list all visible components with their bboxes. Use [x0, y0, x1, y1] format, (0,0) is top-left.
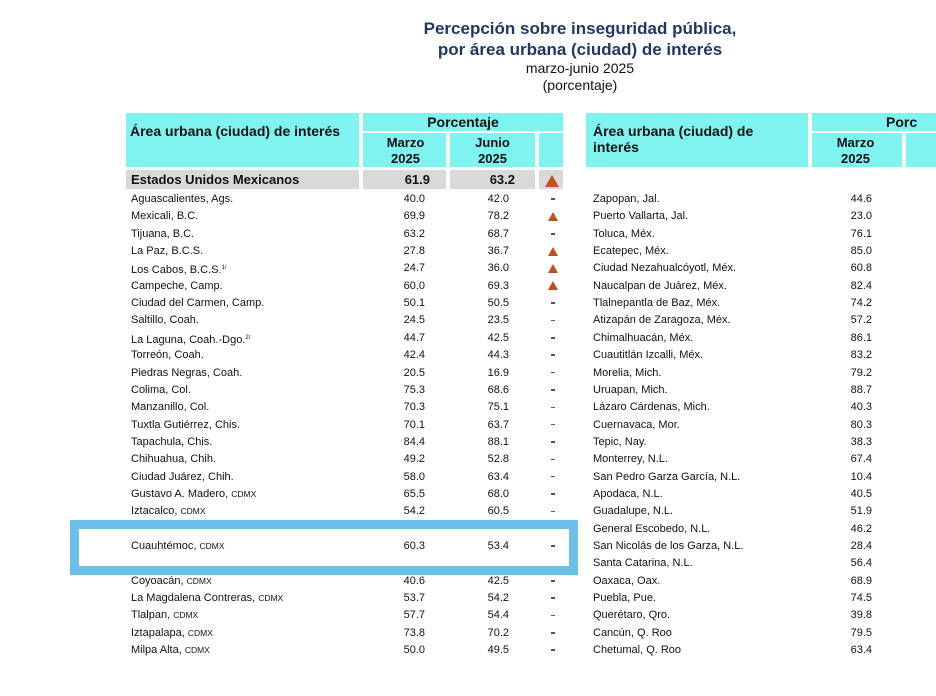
- table-row: [593, 399, 936, 416]
- row-city-name: Cuautitlán Izcalli, Méx.: [593, 349, 704, 362]
- table-row: [131, 312, 561, 329]
- left-header-trend-cell: [539, 133, 563, 167]
- row-city-suffix: CDMX: [199, 541, 225, 551]
- table-row: [593, 607, 936, 624]
- row-marzo-value: 65.5: [403, 487, 425, 500]
- right-header-junio-cell: [906, 133, 936, 167]
- row-junio-value: 60.5: [487, 505, 509, 518]
- trend-dash-icon: [543, 642, 563, 659]
- row-city-text: Aguascalientes, Ags.: [131, 193, 234, 205]
- row-city-name: [131, 382, 191, 399]
- row-city-name: Atizapán de Zaragoza, Méx.: [593, 314, 731, 327]
- row-city-name: [131, 243, 203, 260]
- row-marzo-value: 46.2: [850, 522, 872, 535]
- row-city-name: Ecatepec, Méx.: [593, 245, 669, 258]
- left-header-area: Área urbana (ciudad) de interés: [130, 123, 341, 139]
- row-marzo-value: 39.8: [850, 609, 872, 622]
- row-city-text: Gustavo A. Madero,: [131, 487, 229, 500]
- row-city-name: Toluca, Méx.: [593, 227, 655, 240]
- table-row: [593, 521, 936, 538]
- row-city-text: Ciudad del Carmen, Camp.: [131, 297, 265, 310]
- row-city-name: Guadalupe, N.L.: [593, 505, 674, 518]
- trend-dash-icon: [543, 347, 563, 364]
- row-city-name: [131, 625, 213, 642]
- row-city-name: Zapopan, Jal.: [593, 193, 660, 205]
- row-marzo-value: 79.5: [850, 626, 872, 639]
- trend-dash-icon: [543, 451, 563, 468]
- title-period: marzo-junio 2025: [525, 60, 635, 76]
- row-city-name: Puebla, Pue.: [593, 592, 656, 605]
- row-junio-value: 88.1: [487, 435, 509, 448]
- table-row: [593, 278, 936, 295]
- row-marzo-value: 40.5: [850, 487, 872, 500]
- row-marzo-value: 86.1: [850, 331, 872, 344]
- national-trend-up-icon: [545, 172, 559, 190]
- row-city-name: [131, 226, 194, 243]
- row-marzo-value: 56.4: [850, 557, 872, 570]
- row-junio-value: 52.8: [487, 453, 509, 466]
- table-row: [131, 469, 561, 486]
- row-city-text: La Magdalena Contreras,: [131, 592, 256, 605]
- table-row: [593, 330, 936, 347]
- trend-dash-icon: [543, 486, 563, 503]
- row-city-name: [131, 330, 250, 349]
- row-city-name: Apodaca, N.L.: [593, 487, 663, 500]
- row-marzo-value: 88.7: [850, 383, 872, 396]
- row-city-name: [131, 260, 227, 279]
- table-row: [593, 226, 936, 243]
- row-city-name: [131, 573, 212, 590]
- row-marzo-value: 67.4: [850, 453, 872, 466]
- row-marzo-value: 79.2: [850, 366, 872, 379]
- trend-dash-icon: [543, 365, 563, 382]
- national-row-name: Estados Unidos Mexicanos: [131, 172, 300, 187]
- row-junio-value: 78.2: [487, 210, 509, 223]
- row-city-text: Colima, Col.: [131, 383, 191, 396]
- row-marzo-value: 42.4: [403, 349, 425, 362]
- row-city-name: Uruapan, Mich.: [593, 383, 668, 396]
- row-junio-value: 75.1: [487, 401, 509, 414]
- row-city-name: [131, 417, 240, 434]
- row-city-name: Cuernavaca, Mor.: [593, 418, 680, 431]
- row-city-name: Tepic, Nay.: [593, 435, 647, 448]
- title-line-1: Percepción sobre inseguridad pública,: [423, 19, 737, 38]
- table-row: [593, 365, 936, 382]
- row-city-name: Chetumal, Q. Roo: [593, 644, 682, 657]
- row-city-name: Querétaro, Qro.: [593, 609, 671, 622]
- row-marzo-value: 24.7: [403, 262, 425, 275]
- row-city-text: Cuauhtémoc,: [131, 540, 197, 552]
- row-marzo-value: 10.4: [850, 470, 872, 483]
- row-marzo-value: 28.4: [850, 540, 872, 552]
- trend-up-icon: [543, 208, 563, 225]
- table-row: [131, 590, 561, 607]
- row-marzo-value: 27.8: [403, 245, 425, 258]
- row-marzo-value: 40.0: [403, 193, 425, 205]
- row-marzo-value: 50.0: [403, 644, 425, 657]
- row-marzo-value: 63.2: [403, 227, 425, 240]
- table-title: [250, 18, 910, 94]
- table-row: [131, 260, 561, 277]
- row-junio-value: 70.2: [487, 626, 509, 639]
- row-city-name: [131, 607, 198, 624]
- row-city-text: Saltillo, Coah.: [131, 314, 199, 327]
- row-junio-value: 49.5: [487, 644, 509, 657]
- row-city-suffix: CDMX: [173, 610, 199, 621]
- row-city-name: Puerto Vallarta, Jal.: [593, 210, 689, 223]
- national-row-marzo: 61.9: [404, 172, 430, 187]
- row-marzo-value: 57.2: [850, 314, 872, 327]
- row-city-text: Chihuahua, Chih.: [131, 453, 217, 466]
- row-marzo-value: 44.6: [850, 193, 872, 205]
- row-city-text: Tapachula, Chis.: [131, 435, 213, 448]
- table-row: [593, 312, 936, 329]
- row-footnote-ref: 2/: [245, 334, 251, 341]
- row-city-name: [131, 590, 283, 607]
- row-marzo-value: 84.4: [403, 435, 425, 448]
- trend-dash-icon: [543, 226, 563, 243]
- table-row: [131, 642, 561, 659]
- table-row: [593, 382, 936, 399]
- row-marzo-value: 57.7: [403, 609, 425, 622]
- table-row: [593, 434, 936, 451]
- row-city-name: Cancún, Q. Roo: [593, 626, 672, 639]
- trend-dash-icon: [543, 191, 563, 208]
- row-city-text: Torreón, Coah.: [131, 349, 204, 362]
- table-row: [593, 538, 936, 555]
- row-junio-value: 53.4: [487, 540, 509, 552]
- table-row: [593, 417, 936, 434]
- row-city-name: [131, 191, 233, 208]
- row-marzo-value: 82.4: [850, 279, 872, 292]
- title-line-2: por área urbana (ciudad) de interés: [437, 40, 723, 59]
- table-row: [131, 503, 561, 520]
- row-city-name: [131, 503, 206, 520]
- row-marzo-value: 75.3: [403, 383, 425, 396]
- trend-dash-icon: [543, 607, 563, 624]
- row-marzo-value: 60.3: [403, 540, 425, 552]
- trend-up-icon: [543, 260, 563, 277]
- trend-dash-icon: [543, 469, 563, 486]
- table-row: [131, 451, 561, 468]
- row-marzo-value: 38.3: [850, 435, 872, 448]
- row-junio-value: 54.4: [487, 609, 509, 622]
- row-marzo-value: 23.0: [850, 210, 872, 223]
- row-city-name: Chimalhuacán, Méx.: [593, 331, 694, 344]
- row-city-text: Tijuana, B.C.: [131, 227, 195, 240]
- trend-dash-icon: [543, 330, 563, 347]
- row-city-name: Oaxaca, Oax.: [593, 574, 661, 587]
- row-marzo-value: 44.7: [403, 331, 425, 344]
- row-city-text: Tuxtla Gutiérrez, Chis.: [131, 418, 241, 431]
- table-row: [131, 434, 561, 451]
- row-city-text: Iztapalapa,: [131, 626, 185, 639]
- table-row: [131, 243, 561, 260]
- table-row: [593, 243, 936, 260]
- table-row: [131, 295, 561, 312]
- row-city-text: Milpa Alta,: [131, 644, 182, 657]
- row-junio-value: 68.0: [487, 487, 509, 500]
- row-city-text: Tlalpan,: [131, 609, 171, 622]
- row-junio-value: 69.3: [487, 279, 509, 292]
- row-marzo-value: 58.0: [403, 470, 425, 483]
- trend-up-icon: [543, 243, 563, 260]
- row-city-text: Mexicali, B.C.: [131, 210, 199, 223]
- row-marzo-value: 73.8: [403, 626, 425, 639]
- table-row: [131, 278, 561, 295]
- row-city-name: General Escobedo, N.L.: [593, 522, 711, 535]
- table-row: [593, 469, 936, 486]
- row-marzo-value: 49.2: [403, 453, 425, 466]
- row-city-name: [131, 451, 216, 468]
- row-city-text: Piedras Negras, Coah.: [131, 366, 243, 379]
- row-marzo-value: 54.2: [403, 505, 425, 518]
- row-city-text: Ciudad Juárez, Chih.: [131, 470, 234, 483]
- row-marzo-value: 76.1: [850, 227, 872, 240]
- row-junio-value: 68.7: [487, 227, 509, 240]
- right-header-area: Área urbana (ciudad) de interés: [593, 123, 754, 155]
- row-city-name: [131, 642, 210, 659]
- row-marzo-value: 69.9: [403, 210, 425, 223]
- trend-dash-icon: [543, 417, 563, 434]
- row-marzo-value: 40.6: [403, 574, 425, 587]
- table-row: [131, 208, 561, 225]
- table-row: [593, 260, 936, 277]
- row-junio-value: 44.3: [487, 349, 509, 362]
- trend-dash-icon: [543, 573, 563, 590]
- row-city-name: [131, 347, 204, 364]
- table-row: [593, 590, 936, 607]
- row-marzo-value: 74.5: [850, 592, 872, 605]
- row-marzo-value: 63.4: [850, 644, 872, 657]
- row-junio-value: 23.5: [487, 314, 509, 327]
- left-header-marzo: Marzo 2025: [386, 135, 425, 166]
- right-header-porcentaje: Porc: [886, 114, 918, 130]
- row-city-suffix: CDMX: [184, 645, 210, 656]
- row-city-suffix: CDMX: [187, 627, 213, 638]
- row-junio-value: 54.2: [487, 592, 509, 605]
- row-city-name: Morelia, Mich.: [593, 366, 662, 379]
- row-city-name: [131, 399, 209, 416]
- row-junio-value: 16.9: [487, 366, 509, 379]
- row-city-text: La Laguna, Coah.-Dgo.: [131, 333, 246, 346]
- row-marzo-value: 24.5: [403, 314, 425, 327]
- trend-dash-icon: [543, 590, 563, 607]
- left-header-junio: Junio 2025: [475, 135, 510, 166]
- row-marzo-value: 83.2: [850, 349, 872, 362]
- trend-dash-icon: [543, 625, 563, 642]
- row-marzo-value: 60.8: [850, 262, 872, 275]
- row-marzo-value: 53.7: [403, 592, 425, 605]
- row-marzo-value: 70.1: [403, 418, 425, 431]
- trend-dash-icon: [543, 312, 563, 329]
- row-city-text: Manzanillo, Col.: [131, 401, 210, 414]
- trend-dash-icon: [543, 503, 563, 520]
- row-marzo-value: 85.0: [850, 245, 872, 258]
- row-city-name: Tlalnepantla de Baz, Méx.: [593, 297, 721, 310]
- row-junio-value: 63.4: [487, 470, 509, 483]
- row-city-suffix: CDMX: [180, 506, 206, 517]
- row-city-text: Campeche, Camp.: [131, 279, 223, 292]
- row-junio-value: 36.0: [487, 262, 509, 275]
- table-row: [131, 226, 561, 243]
- row-city-name: San Pedro Garza García, N.L.: [593, 470, 741, 483]
- row-junio-value: 36.7: [487, 245, 509, 258]
- row-city-name: [131, 486, 256, 503]
- row-city-name: Monterrey, N.L.: [593, 453, 668, 466]
- row-marzo-value: 50.1: [403, 297, 425, 310]
- row-marzo-value: 60.0: [403, 279, 425, 292]
- row-city-name: San Nicolás de los Garza, N.L.: [593, 540, 744, 552]
- row-city-suffix: CDMX: [231, 488, 257, 499]
- row-junio-value: 63.7: [487, 418, 509, 431]
- row-marzo-value: 68.9: [850, 574, 872, 587]
- trend-dash-icon: [543, 434, 563, 451]
- trend-up-icon: [543, 278, 563, 295]
- left-header-area-cell: [126, 113, 359, 167]
- row-junio-value: 50.5: [487, 297, 509, 310]
- row-highlight-box: [70, 520, 578, 575]
- table-row: [593, 208, 936, 225]
- row-marzo-value: 40.3: [850, 401, 872, 414]
- row-marzo-value: 70.3: [403, 401, 425, 414]
- table-row: [131, 607, 561, 624]
- table-row: [593, 573, 936, 590]
- table-row: [131, 347, 561, 364]
- row-city-name: Santa Catarina, N.L.: [593, 557, 693, 570]
- table-row: [131, 399, 561, 416]
- row-city-name: [131, 278, 223, 295]
- row-footnote-ref: 1/: [221, 265, 227, 272]
- table-row: [131, 486, 561, 503]
- row-city-suffix: CDMX: [186, 575, 212, 586]
- table-row: [593, 451, 936, 468]
- table-row: [131, 330, 561, 347]
- row-marzo-value: 74.2: [850, 297, 872, 310]
- right-header-porcentaje-cell: [812, 113, 936, 131]
- table-row: [593, 191, 936, 208]
- national-row-junio: 63.2: [489, 172, 515, 187]
- row-city-name: [131, 365, 242, 382]
- row-marzo-value: 80.3: [850, 418, 872, 431]
- table-row: [593, 555, 936, 572]
- row-junio-value: 42.5: [487, 574, 509, 587]
- table-row: [131, 417, 561, 434]
- row-junio-value: 42.0: [487, 193, 509, 205]
- row-city-name: Naucalpan de Juárez, Méx.: [593, 279, 727, 292]
- row-junio-value: 42.5: [487, 331, 509, 344]
- row-city-text: Coyoacán,: [131, 574, 184, 587]
- row-city-name: [131, 208, 198, 225]
- row-city-name: Ciudad Nezahualcóyotl, Méx.: [593, 262, 737, 275]
- table-row: [131, 625, 561, 642]
- table-row: [593, 347, 936, 364]
- title-unit: (porcentaje): [542, 77, 618, 93]
- row-city-suffix: CDMX: [258, 593, 284, 604]
- row-city-name: [131, 469, 234, 486]
- row-city-text: Iztacalco,: [131, 505, 178, 518]
- table-row: [593, 625, 936, 642]
- row-city-name: [131, 312, 199, 329]
- table-row: [593, 642, 936, 659]
- table-row: [593, 295, 936, 312]
- table-row: [593, 486, 936, 503]
- row-marzo-value: 51.9: [850, 505, 872, 518]
- row-city-text: La Paz, B.C.S.: [131, 245, 204, 258]
- table-row: [131, 191, 561, 208]
- row-city-name: Lázaro Cárdenas, Mich.: [593, 401, 710, 414]
- right-header-marzo: Marzo 2025: [836, 135, 875, 166]
- table-row: [131, 573, 561, 590]
- row-city-name: [131, 295, 264, 312]
- table-row: [131, 382, 561, 399]
- trend-dash-icon: [543, 382, 563, 399]
- row-city-name: [131, 434, 212, 451]
- trend-dash-icon: [543, 399, 563, 416]
- table-row: [593, 503, 936, 520]
- row-city-text: Los Cabos, B.C.S.: [131, 264, 222, 277]
- trend-dash-icon: [543, 295, 563, 312]
- row-marzo-value: 20.5: [403, 366, 425, 379]
- left-header-porcentaje: Porcentaje: [427, 114, 499, 130]
- row-junio-value: 68.6: [487, 383, 509, 396]
- table-row: [131, 365, 561, 382]
